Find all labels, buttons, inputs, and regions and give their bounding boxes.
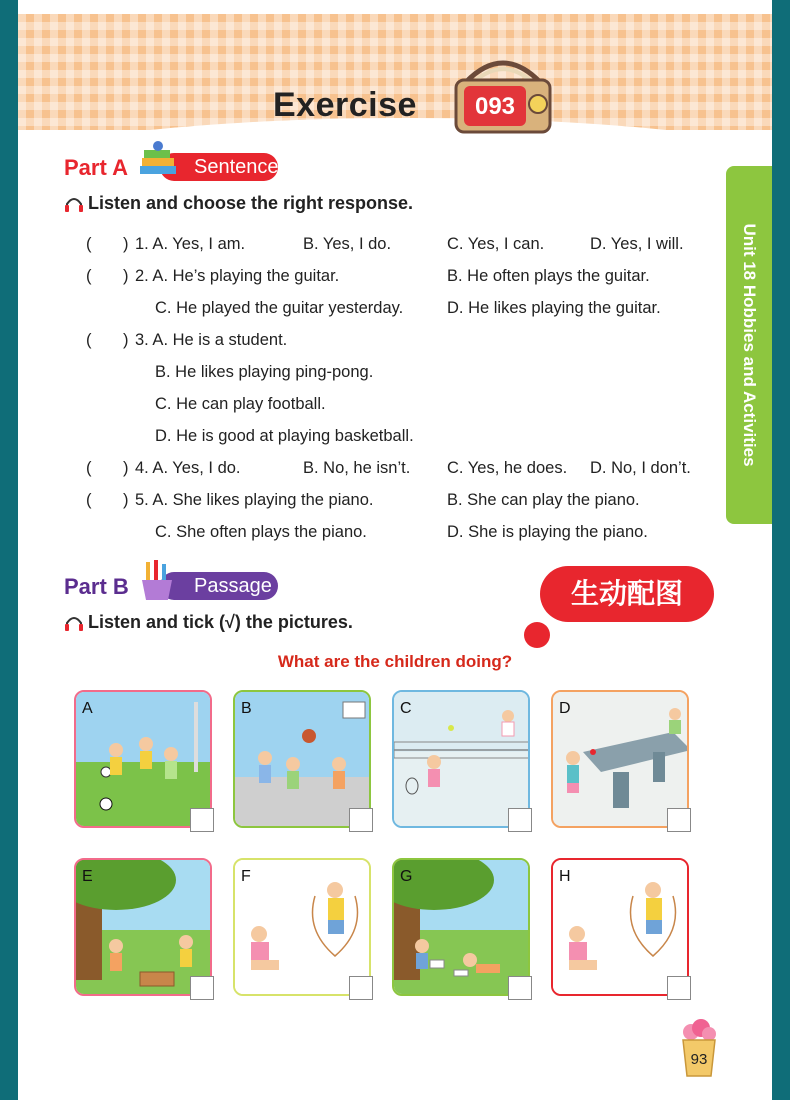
tick-box-e[interactable] <box>190 976 214 1000</box>
headphones-icon <box>64 195 84 213</box>
books-icon <box>136 140 182 182</box>
q4-option-c: C. Yes, he does. <box>447 459 568 477</box>
answer-bracket-open[interactable]: ( <box>86 491 92 509</box>
cupcake-page-badge <box>679 1018 719 1078</box>
card-letter: H <box>559 868 571 885</box>
part-b-instruction <box>64 612 353 633</box>
unit-side-tab <box>726 166 772 524</box>
unit-label: Unit 18 Hobbies and Activities <box>740 223 759 467</box>
q5-option-c: C. She often plays the piano. <box>155 523 367 541</box>
workbook-page <box>18 0 772 1100</box>
q2-option-b: B. He often plays the guitar. <box>447 267 650 285</box>
answer-bracket-open[interactable]: ( <box>86 267 92 285</box>
card-letter: A <box>82 700 93 717</box>
q5-option-b: B. She can play the piano. <box>447 491 640 509</box>
part-b-question: What are the children doing? <box>277 652 513 671</box>
answer-bracket-open[interactable]: ( <box>86 235 92 253</box>
q1-option-d: D. Yes, I will. <box>590 235 684 253</box>
q2-option-a: 2. A. He’s playing the guitar. <box>135 267 340 285</box>
q2-option-c: C. He played the guitar yesterday. <box>155 299 404 317</box>
tick-box-d[interactable] <box>667 808 691 832</box>
q3-option-d: D. He is good at playing basketball. <box>155 427 414 445</box>
headphones-icon <box>64 614 84 632</box>
answer-bracket-close: ) <box>123 235 129 253</box>
answer-bracket-close: ) <box>123 331 129 349</box>
card-letter: C <box>400 700 412 717</box>
page-title: Exercise <box>273 86 417 124</box>
card-letter: B <box>241 700 252 717</box>
part-b-title: Part B <box>64 574 129 599</box>
part-a-instruction <box>64 193 413 214</box>
answer-bracket-close: ) <box>123 459 129 477</box>
part-a-instruction-text: Listen and choose the right response. <box>88 193 414 213</box>
tick-box-g[interactable] <box>508 976 532 1000</box>
q3-option-b: B. He likes playing ping-pong. <box>155 363 374 381</box>
q1-option-a: 1. A. Yes, I am. <box>135 235 246 253</box>
q5-option-d: D. She is playing the piano. <box>447 523 648 541</box>
part-a-title: Part A <box>64 155 128 180</box>
q3-option-a: 3. A. He is a student. <box>135 331 288 349</box>
vivid-illustration-stamp: 生动配图 <box>540 566 714 622</box>
badge-number: 093 <box>474 93 516 120</box>
part-b-pill-label: Passage <box>194 575 272 597</box>
q2-option-d: D. He likes playing the guitar. <box>447 299 661 317</box>
q1-option-c: C. Yes, I can. <box>447 235 545 253</box>
part-b-instruction-text: Listen and tick (√) the pictures. <box>88 612 353 632</box>
tick-box-b[interactable] <box>349 808 373 832</box>
card-letter: G <box>400 868 413 885</box>
answer-bracket-close: ) <box>123 267 129 285</box>
part-a-pill-label: Sentence <box>194 156 279 178</box>
tick-box-c[interactable] <box>508 808 532 832</box>
q1-option-b: B. Yes, I do. <box>303 235 392 253</box>
cassette-badge-icon <box>438 52 568 142</box>
q4-option-d: D. No, I don’t. <box>590 459 691 477</box>
tick-box-f[interactable] <box>349 976 373 1000</box>
card-letter: E <box>82 868 93 885</box>
answer-bracket-open[interactable]: ( <box>86 331 92 349</box>
q4-option-a: 4. A. Yes, I do. <box>135 459 241 477</box>
tick-box-h[interactable] <box>667 976 691 1000</box>
tick-box-a[interactable] <box>190 808 214 832</box>
card-letter: F <box>241 868 251 885</box>
q5-option-a: 5. A. She likes playing the piano. <box>135 491 374 509</box>
q3-option-c: C. He can play football. <box>155 395 326 413</box>
answer-bracket-close: ) <box>123 491 129 509</box>
stamp-dot <box>524 622 550 648</box>
page-number: 93 <box>690 1051 708 1068</box>
q4-option-b: B. No, he isn’t. <box>303 459 411 477</box>
pencil-cup-icon <box>138 560 178 602</box>
answer-bracket-open[interactable]: ( <box>86 459 92 477</box>
card-letter: D <box>559 700 571 717</box>
